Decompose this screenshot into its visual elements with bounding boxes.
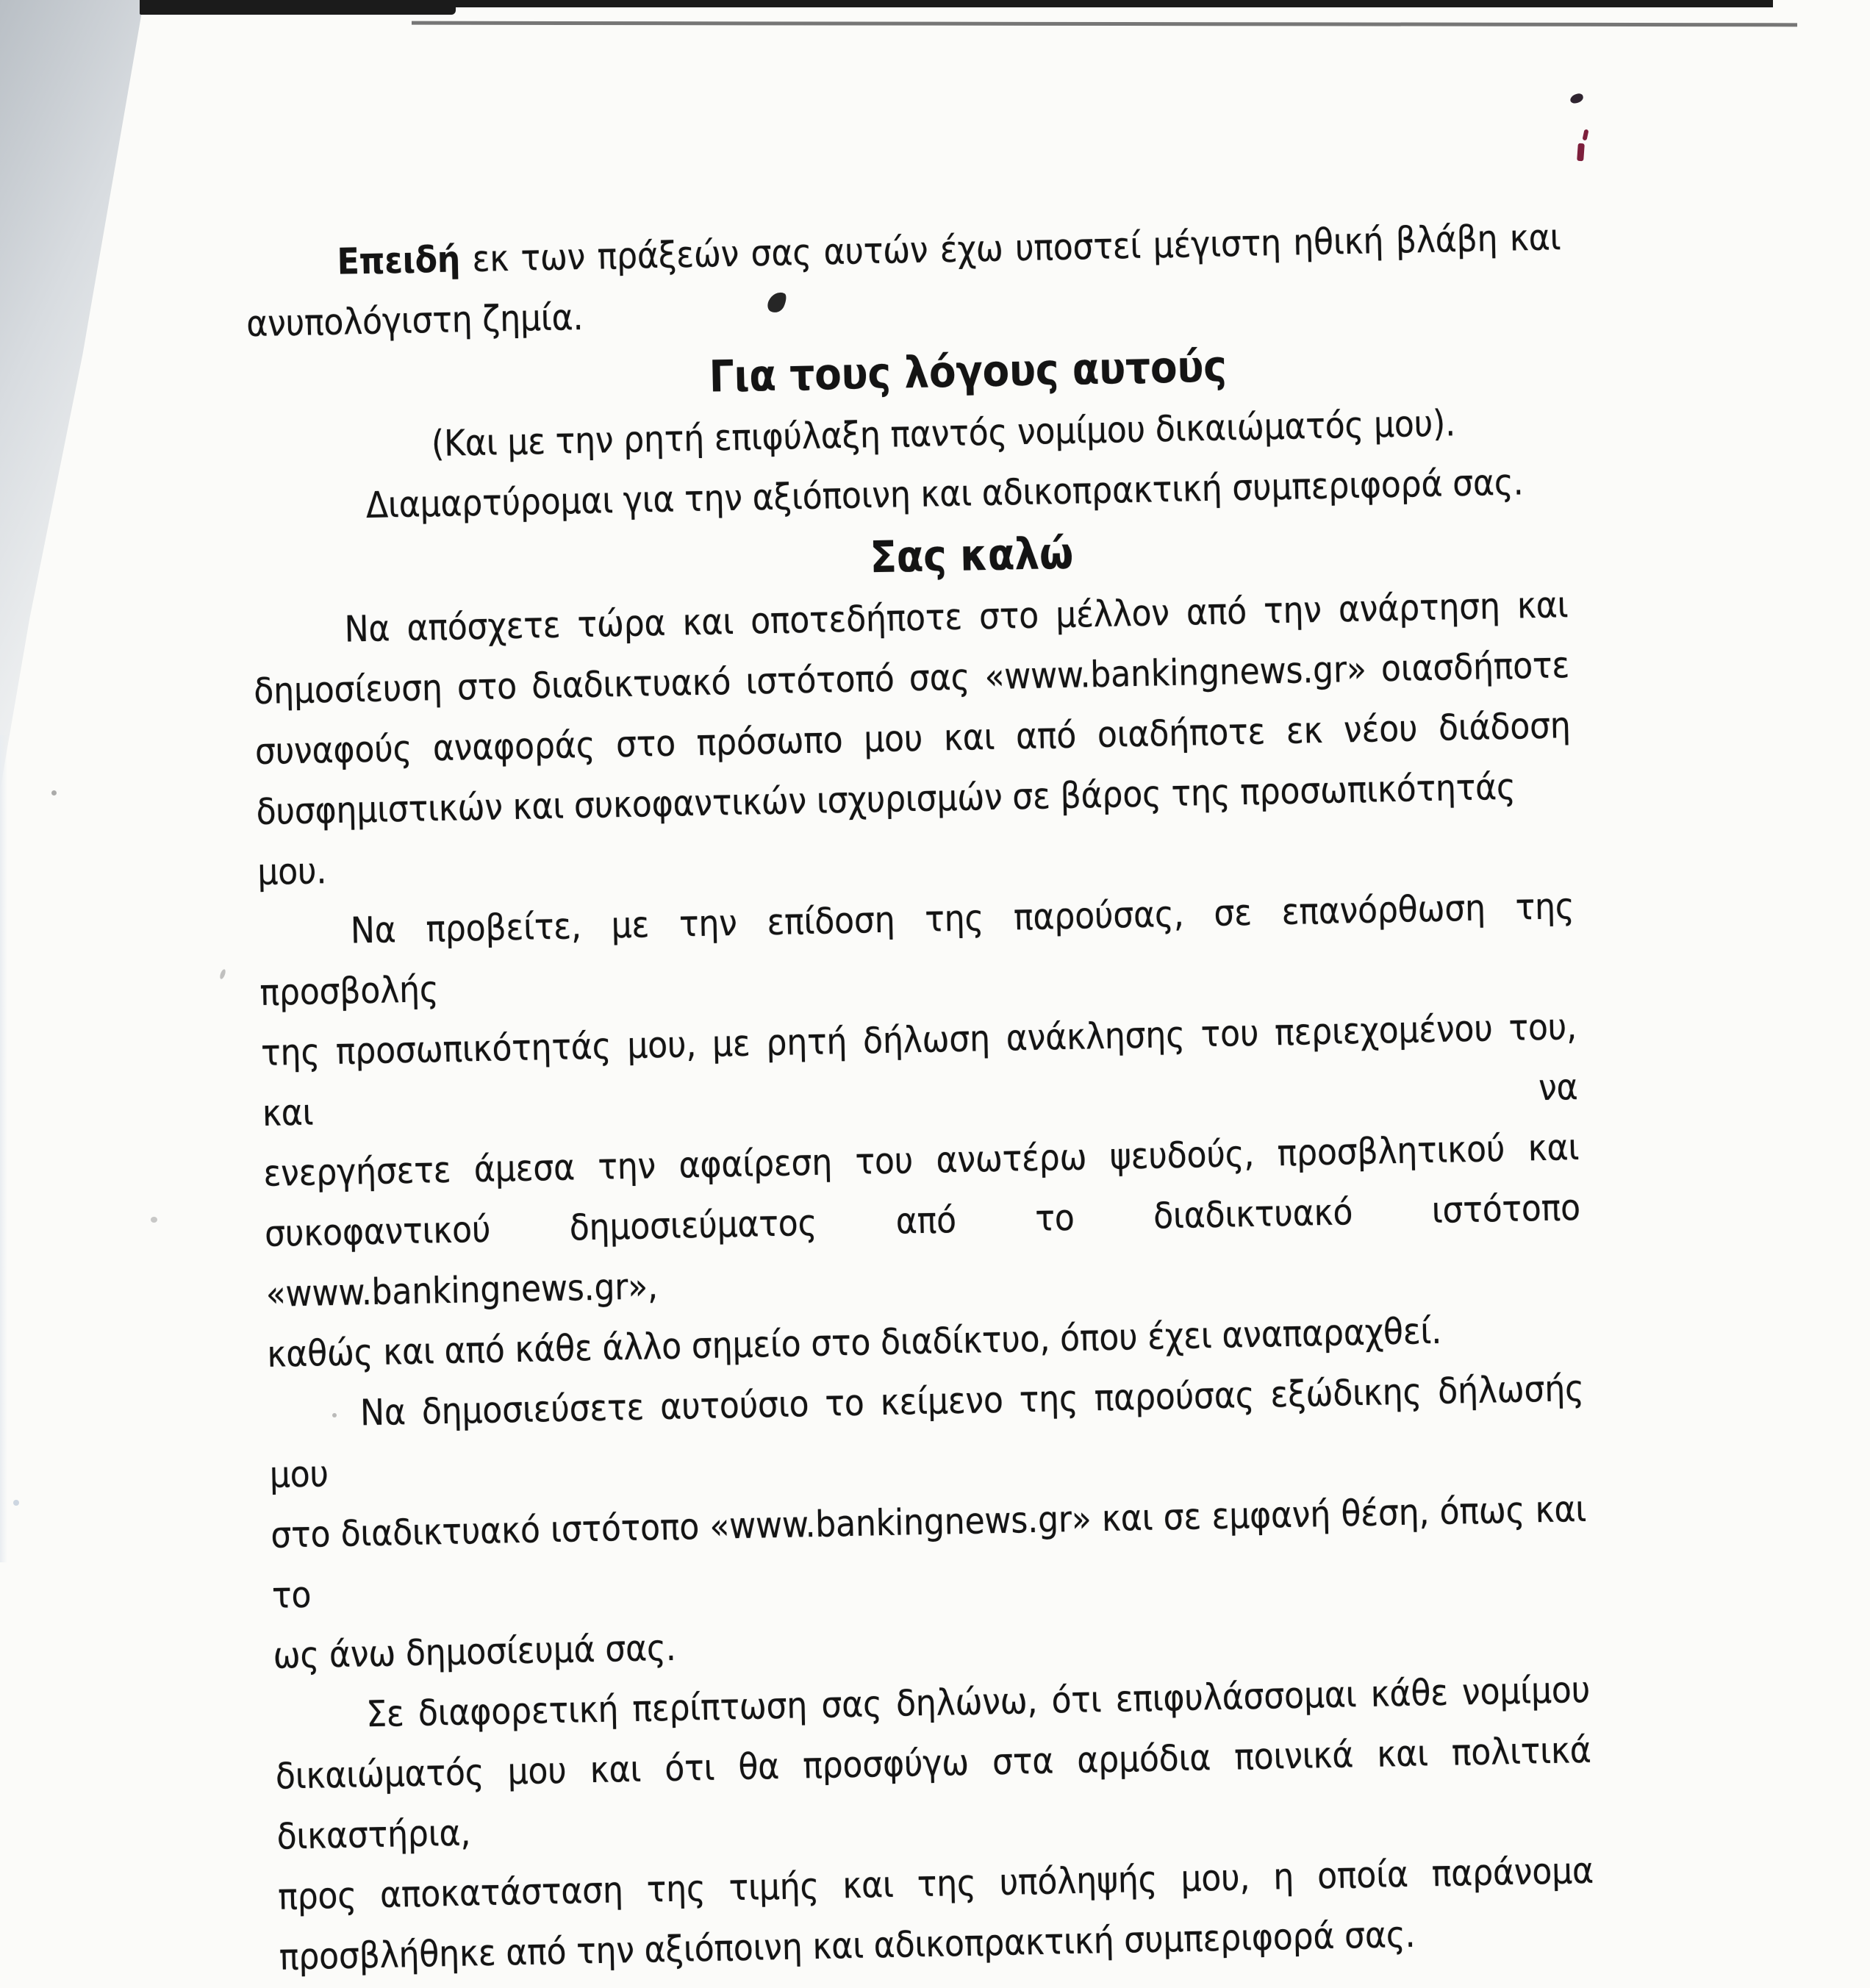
paper-speck [13,1500,19,1506]
text-line: ενεργήσετε άμεσα την αφαίρεση του ανωτέρω ψευδούς, προσβλητικού και [262,1126,1580,1195]
scanner-edge-line [412,21,1797,27]
text-line: προσβλήθηκε από την αξιόποινη και αδικοπρακτική συμπεριφορά σας. [279,1913,1416,1978]
text-line: Να απόσχετε τώρα και οποτεδήποτε στο μέλλον από την ανάρτηση και [344,584,1569,651]
text-line: συναφούς αναφοράς στο πρόσωπο μου και από οιαδήποτε εκ νέου διάδοση [254,704,1572,773]
text-line: ως άνω δημοσίευμά σας. [273,1626,677,1677]
text-line: Επειδή εκ των πράξεών σας αυτών έχω υποστεί μέγιστη ηθική βλάβη και [337,216,1561,283]
red-pen-mark [1577,143,1585,162]
text-line: καθώς και από κάθε άλλο σημείο στο διαδίκτυο, όπου έχει αναπαραχθεί. [266,1309,1442,1376]
section-heading: Σας καλώ [869,527,1074,583]
ink-speck-dark [1569,93,1584,104]
bold-lead-word: Επειδή [337,238,461,283]
text-line: (Και με την ρητή επιφύλαξη παντός νομίμου δικαιώματός μου). [431,402,1456,465]
paper-speck [219,968,226,979]
text-line: προς αποκατάσταση της τιμής και της υπόληψής μου, η οποία παράνομα [277,1849,1594,1918]
text-line: στο διαδικτυακό ιστότοπο «www.bankingnews.gr» και σε εμφανή θέση, όπως και το [270,1487,1587,1617]
paper-speck [151,1217,157,1223]
scanner-edge-bar-thick [140,0,456,15]
document-text [245,207,1596,1987]
text-line: δικαιώματός μου και ότι θα προσφύγω στα αρμόδια ποινικά και πολιτικά δικαστήρια, [275,1728,1592,1858]
text-line: Να προβείτε, με την επίδοση της παρούσας, σε επανόρθωση της προσβολής [259,885,1575,1014]
red-pen-mark [1583,129,1589,141]
text-line: Να δημοσιεύσετε αυτούσιο το κείμενο της παρούσας εξώδικης δήλωσής μου [269,1367,1585,1496]
text-line: συκοφαντικού δημοσιεύματος από το διαδικτυακό ιστότοπο «www.bankingnews.gr», [264,1186,1581,1315]
text-line: δυσφημιστικών και συκοφαντικών ισχυρισμών σε βάρος της προσωπικότητάς μου. [256,765,1516,894]
paper-speck [51,790,57,795]
text-line: Σε διαφορετική περίπτωση σας δηλώνω, ότι επιφυλάσσομαι κάθε νομίμου [365,1668,1591,1736]
text-line: Διαμαρτύρομαι για την αξιόποινη και αδικοπρακτική συμπεριφορά σας. [365,461,1524,526]
text-line: ανυπολόγιστη ζημία. [246,296,584,346]
text-line: δημοσίευση στο διαδικτυακό ιστότοπό σας «www.bankingnews.gr» οιασδήποτε [253,644,1570,713]
section-heading: Για τους λόγους αυτούς [709,340,1228,402]
text-line: της προσωπικότητάς μου, με ρητή δήλωση ανάκλησης του περιεχομένου του, και να [260,1006,1579,1134]
page-fold-shadow [0,0,165,823]
page-edge-tint [0,735,7,1562]
